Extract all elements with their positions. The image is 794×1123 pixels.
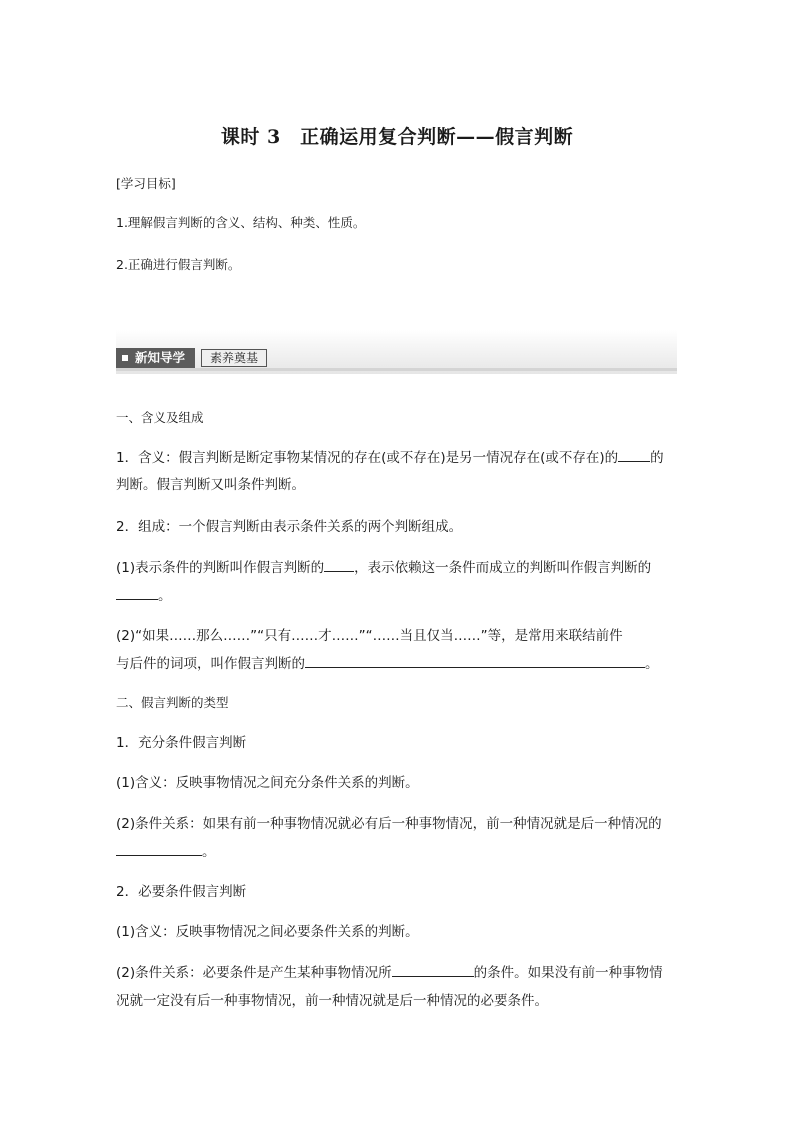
paragraph-meaning-text: 1．含义：假言判断是断定事物某情况的存在(或不存在)是另一情况存在(或不存在)的 <box>116 450 619 466</box>
banner-divider <box>116 368 677 371</box>
paragraph-connectives: (2)“如果……那么……”“只有……才……”“……当且仅当……”等，是常用来联结前件 <box>116 628 623 644</box>
page-title: 课时 3 正确运用复合判断——假言判断 <box>220 126 574 148</box>
paragraph-consequent <box>116 580 681 612</box>
objectives-label: [学习目标] <box>116 176 176 191</box>
paragraph-necessary-meaning: (1)含义：反映事物情况之间必要条件关系的判断。 <box>116 924 419 940</box>
fill-blank[interactable] <box>392 962 474 977</box>
paragraph-connectives-tail: 。 <box>645 656 659 672</box>
square-bullet-icon <box>122 355 128 361</box>
paragraph-meaning-tail: 的 <box>650 450 664 466</box>
subsection-sufficient: 1．充分条件假言判断 <box>116 735 247 751</box>
subsection-necessary: 2．必要条件假言判断 <box>116 884 247 900</box>
paragraph-sufficient-relation-cont <box>116 836 681 868</box>
fill-blank[interactable] <box>324 557 354 572</box>
paragraph-connectives-text: 与后件的词项，叫作假言判断的 <box>116 656 305 672</box>
section-heading-2: 二、假言判断的类型 <box>116 695 229 710</box>
fill-blank[interactable] <box>116 585 158 600</box>
tab-new-knowledge-label: 新知导学 <box>135 350 186 365</box>
objective-2: 2.正确进行假言判断。 <box>116 257 241 272</box>
paragraph-composition: 2．组成：一个假言判断由表示条件关系的两个判断组成。 <box>116 519 463 535</box>
section-heading-1: 一、含义及组成 <box>116 410 204 425</box>
paragraph-necessary-mid: 的条件。如果没有前一种事物情 <box>473 965 663 981</box>
fill-blank[interactable] <box>116 841 202 856</box>
fill-blank[interactable] <box>305 653 645 668</box>
fill-blank[interactable] <box>618 447 650 462</box>
paragraph-necessary-relation-cont: 况就一定没有后一种事物情况，前一种情况就是后一种情况的必要条件。 <box>116 993 548 1009</box>
tab-foundation: 素养奠基 <box>201 349 267 367</box>
paragraph-connectives-cont <box>116 648 681 680</box>
paragraph-meaning-cont: 判断。假言判断又叫条件判断。 <box>116 477 305 493</box>
paragraph-necessary-text: (2)条件关系：必要条件是产生某种事物情况所 <box>116 965 392 981</box>
paragraph-sufficient-tail: 。 <box>202 844 216 860</box>
paragraph-sufficient-relation: (2)条件关系：如果有前一种事物情况就必有后一种事物情况，前一种情况就是后一种情况的 <box>116 816 662 832</box>
paragraph-sufficient-meaning: (1)含义：反映事物情况之间充分条件关系的判断。 <box>116 775 419 791</box>
paragraph-consequent-tail: 。 <box>158 588 172 604</box>
objective-1: 1.理解假言判断的含义、结构、种类、性质。 <box>116 215 366 230</box>
paragraph-antecedent-text: (1)表示条件的判断叫作假言判断的 <box>116 560 325 576</box>
tab-new-knowledge <box>116 348 195 368</box>
paragraph-antecedent-mid: ，表示依赖这一条件而成立的判断叫作假言判断的 <box>354 560 652 576</box>
